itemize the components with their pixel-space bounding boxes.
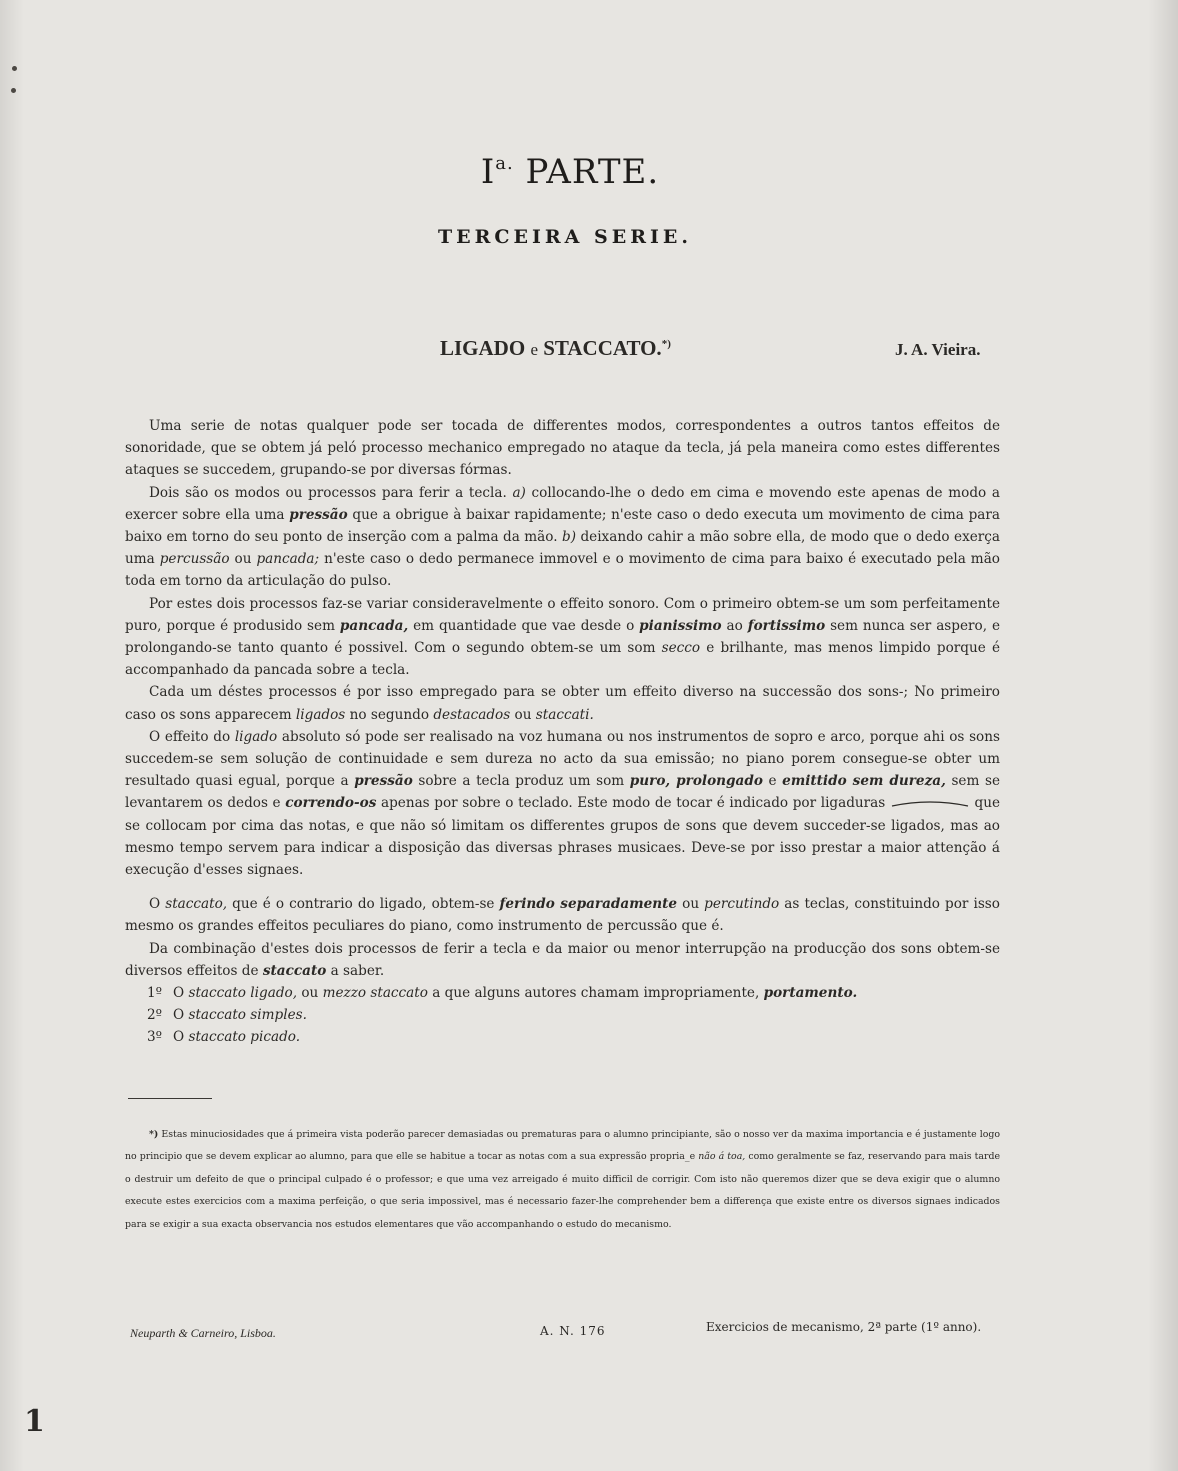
page-shadow-right: [1148, 0, 1178, 1471]
footnote: [125, 1124, 1000, 1236]
section-title-staccato: STACCATO.: [543, 336, 662, 360]
series-title: TERCEIRA SERIE.: [437, 226, 693, 248]
footnote-text: *) Estas minuciosidades que á primeira vista poderão parecer demasiadas ou prematuras para o alumno principiante, são o nosso ver da maxima importancia e é justamente logo no principio que se devem explicar ao alumno, para que elle se habitue a tocar as notas com a sua expressão propria_e não á toa, como geralmente se faz, reservando para mais tarde o destruir um defeito de que o principal culpado é o professor; e que uma vez arreigado é muito difficil de corrigir. Com isto não queremos dizer que se deva exigir que o alumno execute estes exercicios com a maxima perfeição, o que seria impossivel, mas é necessario fazer-lhe comprehender bem a differença que existe entre os diversos signaes indicados para se exigir a sua exacta observancia nos estudos elementares que vão accompanhando o estudo do mecanismo.: [125, 1129, 1001, 1230]
paragraph-7: Da combinação d'estes dois processos de ferir a tecla e da maior ou menor interrupção na producção dos sons obtem-se diversos effeitos de staccato a saber.: [125, 940, 1000, 979]
staccato-types-list: [125, 982, 1000, 1049]
slur-symbol-icon: [890, 799, 970, 809]
paragraph-2: Dois são os modos ou processos para ferir a tecla. a) collocando-lhe o dedo em cima e movendo este apenas de modo a exercer sobre ella uma pressão que a obrigue à baixar rapidamente; n'este caso o dedo executa um movimento de cima para baixo em torno do seu ponto de inserção com a palma da mão. b) deixando cahir a mão sobre ella, de modo que o dedo exerça uma percussão ou pancada; n'este caso o dedo permanece immovel e o movimento de cima para baixo é executado pela mão toda em torno da articulação do pulso.: [125, 484, 1000, 590]
page-shadow-left: [0, 0, 24, 1471]
footnote-divider: [128, 1098, 212, 1099]
footnote-marker: *): [661, 338, 671, 350]
part-roman: I: [480, 152, 496, 192]
paragraph-3: Por estes dois processos faz-se variar consideravelmente o effeito sonoro. Com o primeiro obtem-se um som perfeitamente puro, porque é produsido sem pancada, em quantidade que vae desde o pianissimo ao fortissimo sem nunca ser aspero, e prolongando-se tanto quanto é possivel. Com o segundo obtem-se um som secco e brilhante, mas menos limpido porque é accompanhado da pancada sobre a tecla.: [125, 595, 1000, 679]
footer-plate-number: A. N. 176: [540, 1324, 606, 1338]
footer-work-title: Exercicios de mecanismo, 2ª parte (1º anno).: [706, 1320, 982, 1334]
body-text: [125, 415, 1000, 1049]
paragraph-4: Cada um déstes processos é por isso empregado para se obter um effeito diverso na successão dos sons-; No primeiro caso os sons apparecem ligados no segundo destacados ou staccati.: [125, 684, 1000, 723]
part-title: [0, 152, 1140, 192]
part-sup: a.: [495, 153, 514, 174]
section-title: [440, 336, 671, 361]
footer-publisher: Neuparth & Carneiro, Lisboa.: [130, 1326, 276, 1340]
page-number: 1: [24, 1404, 45, 1439]
list-item: 3º O staccato picado.: [147, 1029, 301, 1046]
list-item: 1º O staccato ligado, ou mezzo staccato a que alguns autores chamam impropriamente, portamento.: [147, 985, 858, 1002]
paragraph-1: Uma serie de notas qualquer pode ser tocada de differentes modos, correspondentes a outros tantos effeitos de sonoridade, que se obtem já peló processo mechanico empregado no ataque da tecla, já pela maneira como estes differentes ataques se succedem, grupando-se por diversas fórmas.: [125, 418, 1000, 479]
part-word: PARTE.: [525, 152, 660, 192]
section-title-ligado: LIGADO: [440, 336, 526, 360]
author: J. A. Vieira.: [895, 340, 981, 359]
section-title-e: e: [530, 340, 538, 359]
paragraph-5: O effeito do ligado absoluto só pode ser realisado na voz humana ou nos instrumentos de sopro e arco, porque ahi os sons succedem-se sem solução de continuidade e sem dureza no acto da sua emissão; no piano porem consegue-se obter um resultado quasi egual, porque a pressão sobre a tecla produz um som puro, prolongado e emittido sem dureza, sem se levantarem os dedos e correndo-os apenas por sobre o teclado. Este modo de tocar é indicado por ligaduras que se collocam por cima das notas, e que não só limitam os differentes grupos de sons que devem succeder-se ligados, mas ao mesmo tempo servem para indicar a disposição das diversas phrases musicaes. Deve-se por isso prestar a maior attenção á execução d'esses signaes.: [125, 728, 1000, 879]
paragraph-6: O staccato, que é o contrario do ligado, obtem-se ferindo separadamente ou percutindo as teclas, constituindo por isso mesmo os grandes effeitos peculiares do piano, como instrumento de percussão que é.: [125, 896, 1000, 935]
list-item: 2º O staccato simples.: [147, 1007, 307, 1024]
